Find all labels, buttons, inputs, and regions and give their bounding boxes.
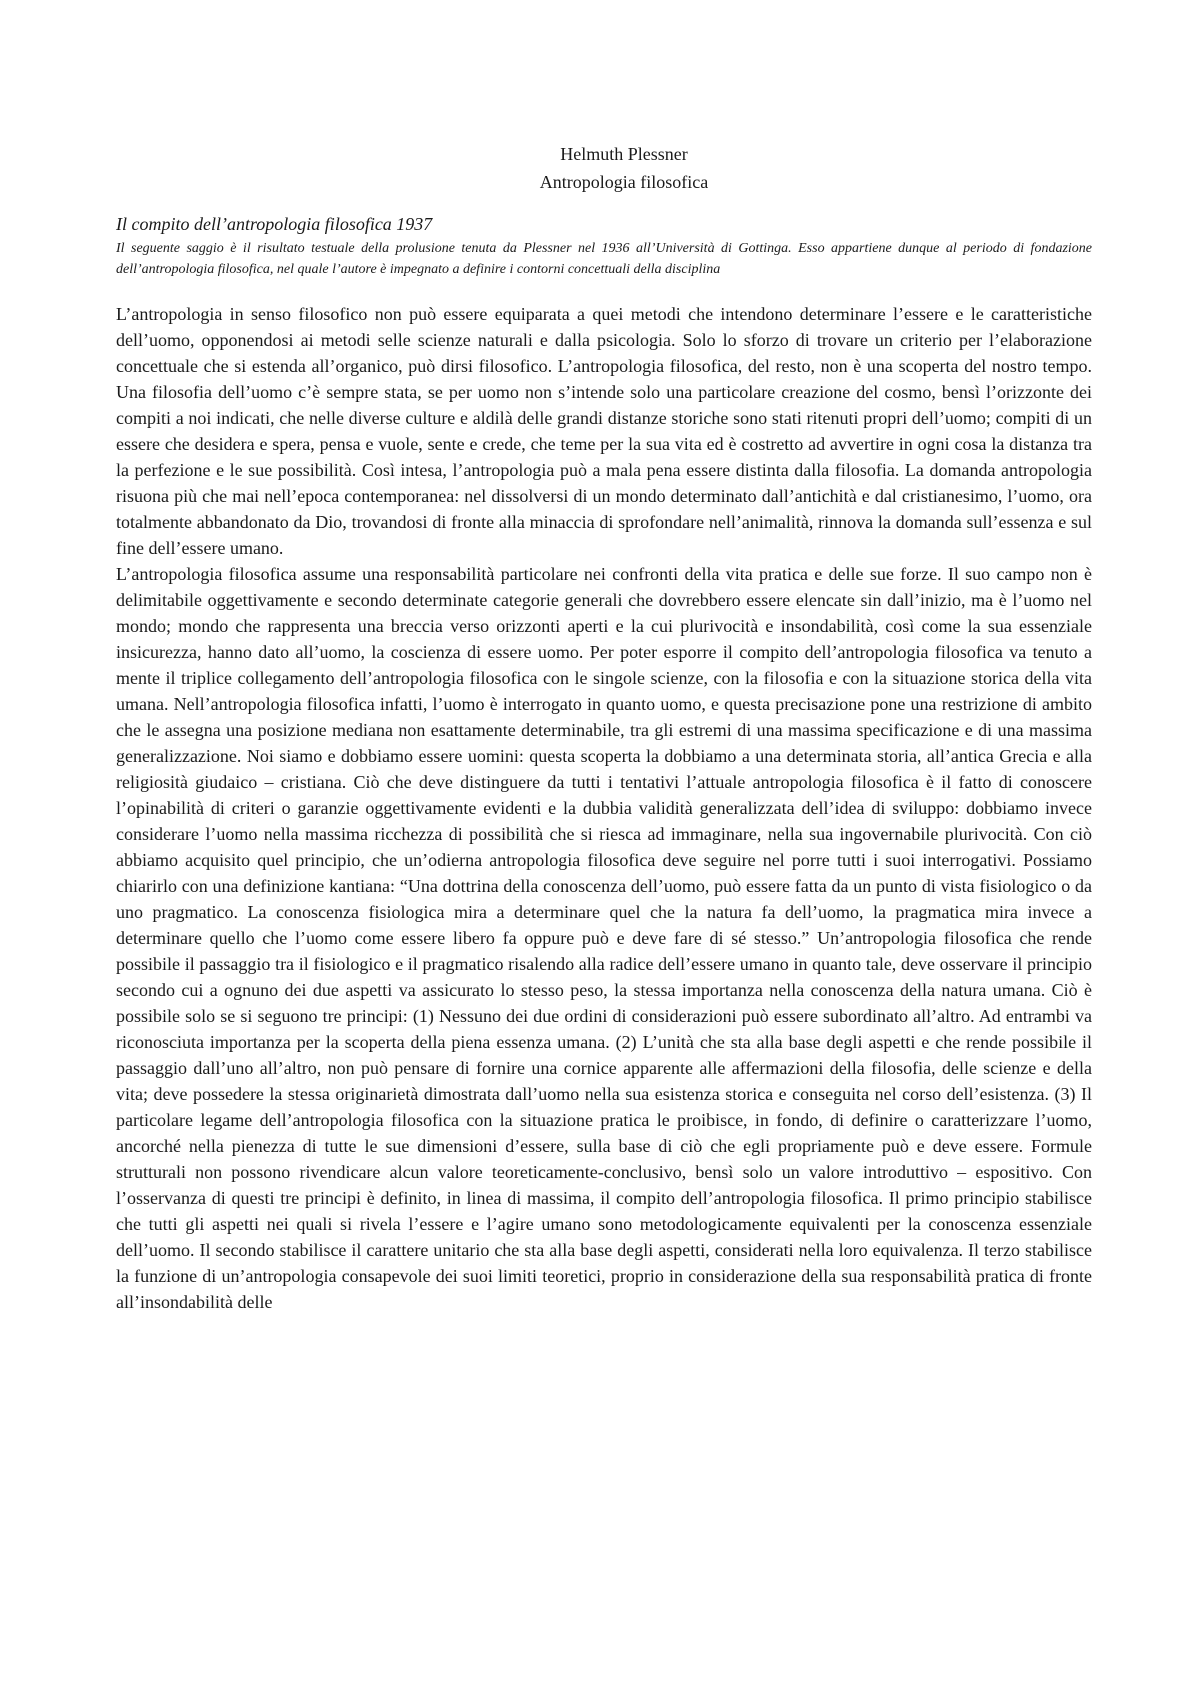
body-text (116, 301, 1092, 1315)
author-name: Helmuth Plessner (560, 144, 688, 164)
document-header (116, 140, 1092, 196)
section-intro: Il seguente saggio è il risultato testuale della prolusione tenuta da Plessner nel 1936 all’Università di Gottinga. Esso appartiene dunque al periodo di fondazione dell’antropologia filosofica, nel quale l’autore è impegnato a definire i contorni concettuali della disciplina (116, 241, 1092, 277)
body-paragraph-1: L’antropologia in senso filosofico non può essere equiparata a quei metodi che intendono determinare l’essere e le caratteristiche dell’uomo, opponendosi ai metodi selle scienze naturali e dalla psicologia. Solo lo sforzo di trovare un criterio per l’elaborazione concettuale che si estenda all’organico, può dirsi filosofico. L’antropologia filosofica, del resto, non è una scoperta del nostro tempo. Una filosofia dell’uomo c’è sempre stata, se per uomo non s’intende solo una particolare creazione del cosmo, bensì l’orizzonte dei compiti a noi indicati, che nelle diverse culture e aldilà delle grandi distanze storiche sono stati ritenuti propri dell’uomo; compiti di un essere che desidera e spera, pensa e vuole, sente e crede, che teme per la sua vita ed è costretto ad avvertire in ogni cosa la distanza tra la perfezione e le sue possibilità. Così intesa, l’antropologia può a mala pena essere distinta dalla filosofia. La domanda antropologia risuona più che mai nell’epoca contemporanea: nel dissolversi di un mondo determinato dall’antichità e dal cristianesimo, l’uomo, ora totalmente abbandonato da Dio, trovandosi di fronte alla minaccia di sprofondare nell’animalità, rinnova la domanda sull’essenza e sul fine dell’essere umano. (116, 304, 1092, 558)
body-paragraph-2: L’antropologia filosofica assume una responsabilità particolare nei confronti della vita pratica e delle sue forze. Il suo campo non è delimitabile oggettivamente e secondo determinate categorie generali che dovrebbero essere elencate sin dall’inizio, ma è l’uomo nel mondo; mondo che rappresenta una breccia verso orizzonti aperti e la cui plurivocità e insondabilità, così come la sua essenziale insicurezza, hanno dato all’uomo, la coscienza di essere uomo. Per poter esporre il compito dell’antropologia filosofica va tenuto a mente il triplice collegamento dell’antropologia filosofica con le singole scienze, con la filosofia e con la situazione storica della vita umana. Nell’antropologia filosofica infatti, l’uomo è interrogato in quanto uomo, e questa precisazione pone una restrizione di ambito che le assegna una posizione mediana non esattamente determinabile, tra gli estremi di una massima specificazione e di una massima generalizzazione. Noi siamo e dobbiamo essere uomini: questa scoperta la dobbiamo a una determinata storia, all’antica Grecia e alla religiosità giudaico – cristiana. Ciò che deve distinguere da tutti i tentativi l’attuale antropologia filosofica è il fatto di conoscere l’opinabilità di criteri o garanzie oggettivamente evidenti e la dubbia validità generalizzata dell’idea di sviluppo: dobbiamo invece considerare l’uomo nella massima ricchezza di possibilità che si riesca ad immaginare, nella sua ingovernabile plurivocità. Con ciò abbiamo acquisito quel principio, che un’odierna antropologia filosofica deve seguire nel porre tutti i suoi interrogativi. Possiamo chiarirlo con una definizione kantiana: “Una dottrina della conoscenza dell’uomo, può essere fatta da un punto di vista fisiologico o da uno pragmatico. La conoscenza fisiologica mira a determinare quel che la natura fa dell’uomo, la pragmatica mira invece a determinare quello che l’uomo come essere libero fa oppure può e deve fare di sé stesso.” Un’antropologia filosofica che rende possibile il passaggio tra il fisiologico e il pragmatico risalendo alla radice dell’essere umano in quanto tale, deve osservare il principio secondo cui a ognuno dei due aspetti va assicurato lo stesso peso, la stessa importanza nella conoscenza della natura umana. Ciò è possibile solo se si seguono tre principi: (1) Nessuno dei due ordini di considerazioni può essere subordinato all’altro. Ad entrambi va riconosciuta importanza per la scoperta della piena essenza umana. (2) L’unità che sta alla base degli aspetti e che rende possibile il passaggio dall’uno all’altro, non può pensare di fornire una cornice apparente alle affermazioni della filosofia, delle scienze e della vita; deve possedere la stessa originarietà dimostrata dall’uomo nella sua esistenza storica e conseguita nel corso dell’esistenza. (3) Il particolare legame dell’antropologia filosofica con la situazione pratica le proibisce, in fondo, di definire o caratterizzare l’uomo, ancorché nella pienezza di tutte le sue dimensioni d’essere, sulla base di ciò che egli propriamente può e deve essere. Formule strutturali non possono rivendicare alcun valore teoreticamente-conclusivo, bensì solo un valore introduttivo – espositivo. Con l’osservanza di questi tre principi è definito, in linea di massima, il compito dell’antropologia filosofica. Il primo principio stabilisce che tutti gli aspetti nei quali si rivela l’essere e l’agire umano sono metodologicamente equivalenti per la conoscenza essenziale dell’uomo. Il secondo stabilisce il carattere unitario che sta alla base degli aspetti, considerati nella loro equivalenza. Il terzo stabilisce la funzione di un’antropologia consapevole dei suoi limiti teoretici, proprio in considerazione della sua responsabilità pratica di fronte all’insondabilità delle (116, 564, 1092, 1312)
section-title: Il compito dell’antropologia filosofica 1937 (116, 214, 433, 234)
document-page (116, 140, 1092, 1315)
document-title: Antropologia filosofica (539, 172, 709, 192)
